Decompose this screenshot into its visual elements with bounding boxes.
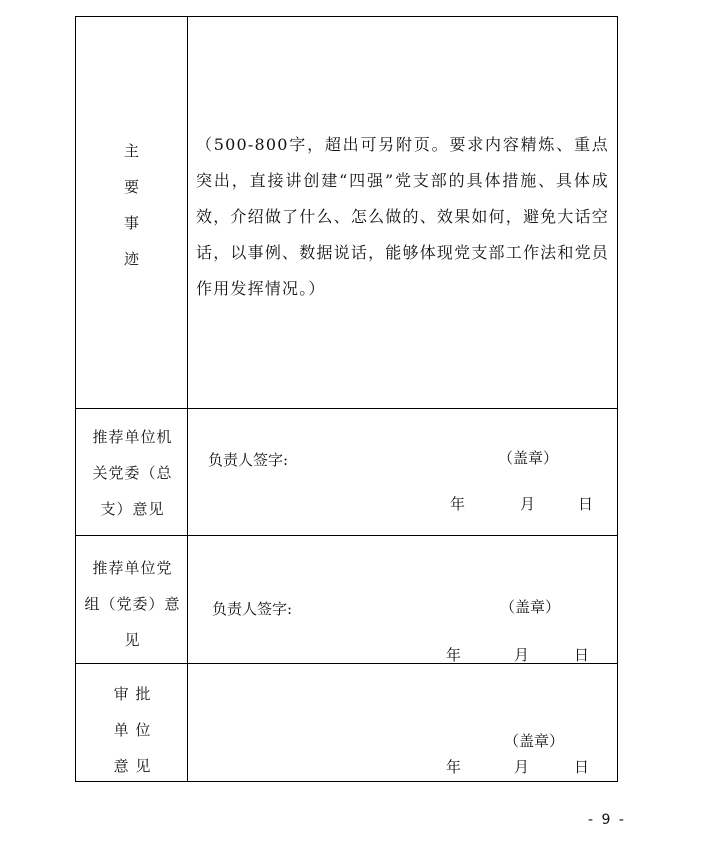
party-group-opinion-row xyxy=(76,536,617,664)
label-char: 要 xyxy=(123,178,139,196)
party-group-opinion-cell[interactable] xyxy=(188,536,617,663)
main-deeds-instructions: （500-800字，超出可另附页。要求内容精炼、重点突出，直接讲创建“四强”党支部的具体措施、具体成效，介绍做了什么、怎么做的、效果如何，避免大话空话，以事例、数据说话，能够体现党支部工作法和党员作用发挥情况。） xyxy=(196,135,609,298)
org-committee-opinion-cell[interactable] xyxy=(188,409,617,535)
label-line: 见 xyxy=(124,631,141,649)
label-line: 意 见 xyxy=(113,757,152,775)
approval-label-cell xyxy=(76,664,188,781)
main-deeds-label-cell xyxy=(76,17,188,408)
label-line: 支）意见 xyxy=(100,500,165,518)
date-day: 日 xyxy=(574,758,590,776)
application-form-table xyxy=(75,16,618,782)
label-char: 事 xyxy=(123,214,139,232)
approval-opinion-row xyxy=(76,664,617,781)
seal-label: （盖章） xyxy=(500,598,561,616)
main-deeds-label xyxy=(76,133,187,277)
label-line: 单 位 xyxy=(113,721,152,739)
date-month: 月 xyxy=(514,758,530,776)
org-committee-label xyxy=(82,419,183,527)
party-group-label xyxy=(82,550,183,658)
label-line: 组（党委）意 xyxy=(84,595,181,613)
label-line: 审 批 xyxy=(113,685,152,703)
date-year: 年 xyxy=(446,646,462,664)
signature-label: 负责人签字: xyxy=(208,451,289,469)
main-deeds-row xyxy=(76,17,617,409)
page-number: - 9 - xyxy=(588,812,626,828)
date-day: 日 xyxy=(578,495,594,513)
org-committee-label-cell xyxy=(76,409,188,535)
signature-label: 负责人签字: xyxy=(212,600,293,618)
org-committee-opinion-row xyxy=(76,409,617,536)
label-line: 推荐单位机 xyxy=(92,428,173,446)
label-line: 推荐单位党 xyxy=(92,559,173,577)
seal-label: （盖章） xyxy=(504,732,565,750)
main-deeds-content-cell[interactable] xyxy=(188,17,617,408)
date-year: 年 xyxy=(446,758,462,776)
label-char: 主 xyxy=(123,142,139,160)
approval-opinion-cell[interactable] xyxy=(188,664,617,781)
date-day: 日 xyxy=(574,646,590,664)
date-month: 月 xyxy=(520,495,536,513)
seal-label: （盖章） xyxy=(498,449,559,467)
label-line: 关党委（总 xyxy=(92,464,173,482)
approval-label xyxy=(82,676,183,784)
date-year: 年 xyxy=(450,495,466,513)
label-char: 迹 xyxy=(123,250,139,268)
party-group-label-cell xyxy=(76,536,188,663)
date-month: 月 xyxy=(514,646,530,664)
